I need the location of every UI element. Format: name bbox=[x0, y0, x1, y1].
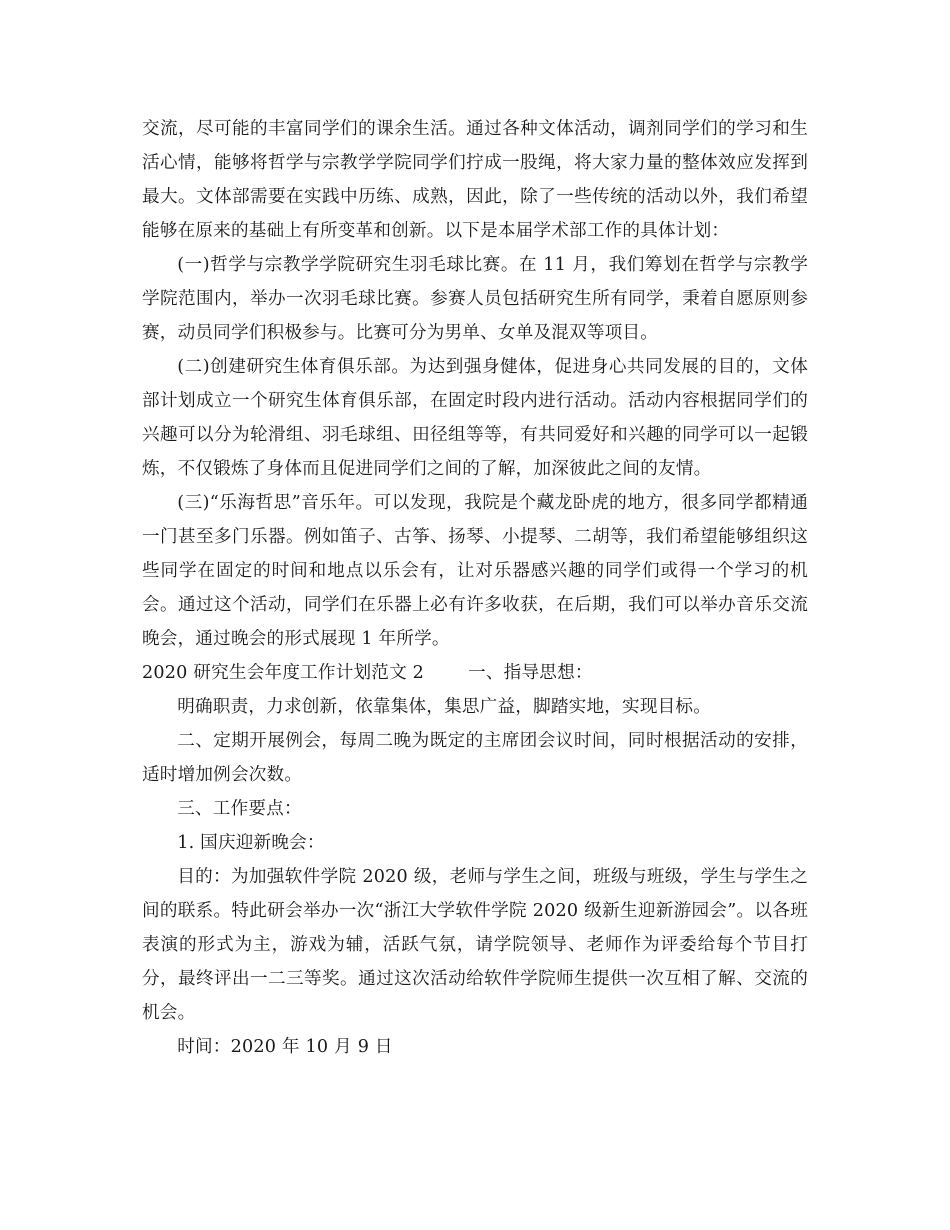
section-title: 2020 研究生会年度工作计划范文 2 bbox=[142, 663, 425, 683]
paragraph-music-year: (三)“乐海哲思”音乐年。可以发现，我院是个藏龙卧虎的地方，很多同学都精通一门甚至多门乐器。例如笛子、古筝、扬琴、小提琴、二胡等，我们希望能够组织这些同学在固定的时间和地点以乐会有，让对乐器感兴趣的同学们或得一个学习的机会。通过这个活动，同学们在乐器上必有许多收获，在后期，我们可以举办音乐交流晚会，通过晚会的形式展现 1 年所学。 bbox=[142, 493, 808, 649]
document-body bbox=[142, 112, 808, 1064]
paragraph-purpose: 目的：为加强软件学院 2020 级，老师与学生之间，班级与班级，学生与学生之间的联系。特此研会举办一次“浙江大学软件学院 2020 级新生迎新游园会”。以各班表演的形式为主，游戏为辅，活跃气氛，请学院领导、老师作为评委给每个节目打分，最终评出一二三等奖。通过这次活动给软件学院师生提供一次互相了解、交流的机会。 bbox=[142, 867, 808, 1023]
paragraph-badminton-match: (一)哲学与宗教学学院研究生羽毛球比赛。在 11 月，我们筹划在哲学与宗教学学院范围内，举办一次羽毛球比赛。参赛人员包括研究生所有同学，秉着自愿原则参赛，动员同学们积极参与。比赛可分为男单、女单及混双等项目。 bbox=[142, 255, 808, 343]
section-heading bbox=[142, 656, 808, 690]
paragraph-sports-club: (二)创建研究生体育俱乐部。为达到强身健体，促进身心共同发展的目的，文体部计划成立一个研究生体育俱乐部，在固定时段内进行活动。活动内容根据同学们的兴趣可以分为轮滑组、羽毛球组、田径组等等，有共同爱好和兴趣的同学可以一起锻炼，不仅锻炼了身体而且促进同学们之间的了解，加深彼此之间的友情。 bbox=[142, 357, 808, 479]
paragraph-work-points: 三、工作要点： bbox=[177, 799, 302, 819]
section-subtitle: 一、指导思想： bbox=[468, 663, 593, 683]
paragraph-regular-meetings: 二、定期开展例会，每周二晚为既定的主席团会议时间，同时根据活动的安排，适时增加例会次数。 bbox=[142, 731, 808, 785]
paragraph-intro-continuation: 交流，尽可能的丰富同学们的课余生活。通过各种文体活动，调剂同学们的学习和生活心情，能够将哲学与宗教学学院同学们拧成一股绳，将大家力量的整体效应发挥到最大。文体部需要在实践中历练、成熟，因此，除了一些传统的活动以外，我们希望能够在原来的基础上有所变革和创新。以下是本届学术部工作的具体计划： bbox=[142, 119, 808, 241]
paragraph-time: 时间：2020 年 10 月 9 日 bbox=[177, 1037, 393, 1057]
paragraph-guiding-principles: 明确职责，力求创新，依靠集体，集思广益，脚踏实地，实现目标。 bbox=[177, 697, 712, 717]
paragraph-national-day-party: 1. 国庆迎新晚会： bbox=[177, 833, 325, 853]
